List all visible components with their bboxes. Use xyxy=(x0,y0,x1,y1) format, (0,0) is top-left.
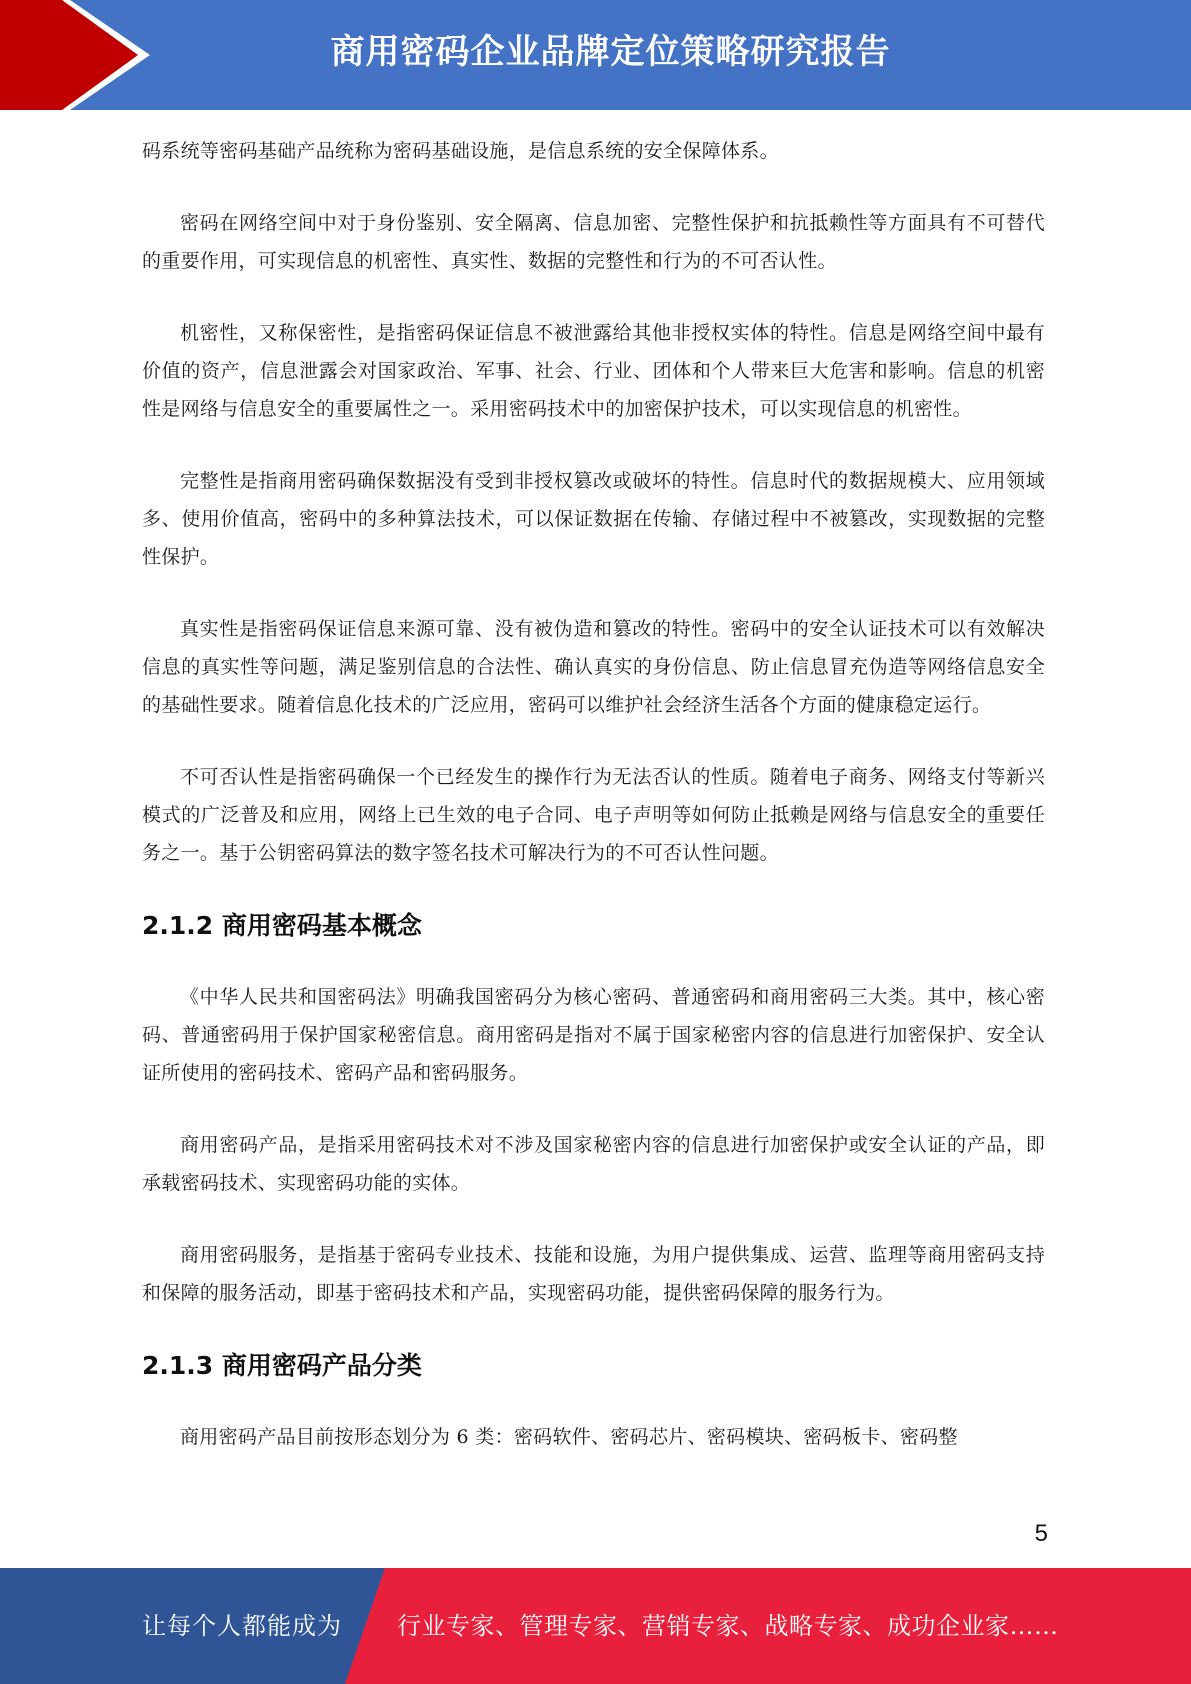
page-number: 5 xyxy=(1034,1520,1048,1547)
section-heading-2-1-3: 2.1.3 商用密码产品分类 xyxy=(142,1351,422,1380)
section-heading-2-1-2: 2.1.2 商用密码基本概念 xyxy=(142,911,422,940)
document-body xyxy=(142,132,1045,1490)
body-paragraph: 《中华人民共和国密码法》明确我国密码分为核心密码、普通密码和商用密码三大类。其中，核心密码、普通密码用于保护国家秘密信息。商用密码是指对不属于国家秘密内容的信息进行加密保护、安全认证所使用的密码技术、密码产品和密码服务。 xyxy=(142,986,1045,1084)
body-paragraph: 不可否认性是指密码确保一个已经发生的操作行为无法否认的性质。随着电子商务、网络支付等新兴模式的广泛普及和应用，网络上已生效的电子合同、电子声明等如何防止抵赖是网络与信息安全的重要任务之一。基于公钥密码算法的数字签名技术可解决行为的不可否认性问题。 xyxy=(142,766,1045,864)
body-paragraph: 完整性是指商用密码确保数据没有受到非授权篡改或破坏的特性。信息时代的数据规模大、应用领域多、使用价值高，密码中的多种算法技术，可以保证数据在传输、存储过程中不被篡改，实现数据的完整性保护。 xyxy=(142,470,1045,568)
footer-slogan-right: 行业专家、管理专家、营销专家、战略专家、成功企业家…… xyxy=(397,1612,1059,1640)
footer-slogan-left: 让每个人都能成为 xyxy=(142,1612,342,1640)
body-paragraph: 商用密码服务，是指基于密码专业技术、技能和设施，为用户提供集成、运营、监理等商用密码支持和保障的服务活动，即基于密码技术和产品，实现密码功能，提供密码保障的服务行为。 xyxy=(142,1244,1045,1304)
body-paragraph: 真实性是指密码保证信息来源可靠、没有被伪造和篡改的特性。密码中的安全认证技术可以有效解决信息的真实性等问题，满足鉴别信息的合法性、确认真实的身份信息、防止信息冒充伪造等网络信息安全的基础性要求。随着信息化技术的广泛应用，密码可以维护社会经济生活各个方面的健康稳定运行。 xyxy=(142,618,1045,716)
page-footer xyxy=(0,1568,1191,1684)
body-paragraph: 码系统等密码基础产品统称为密码基础设施，是信息系统的安全保障体系。 xyxy=(142,140,779,162)
body-paragraph: 商用密码产品，是指采用密码技术对不涉及国家秘密内容的信息进行加密保护或安全认证的产品，即承载密码技术、实现密码功能的实体。 xyxy=(142,1134,1045,1194)
report-title: 商用密码企业品牌定位策略研究报告 xyxy=(330,32,891,72)
body-paragraph: 机密性，又称保密性，是指密码保证信息不被泄露给其他非授权实体的特性。信息是网络空间中最有价值的资产，信息泄露会对国家政治、军事、社会、行业、团体和个人带来巨大危害和影响。信息的机密性是网络与信息安全的重要属性之一。采用密码技术中的加密保护技术，可以实现信息的机密性。 xyxy=(142,322,1045,420)
page-header xyxy=(0,0,1191,110)
body-paragraph: 密码在网络空间中对于身份鉴别、安全隔离、信息加密、完整性保护和抗抵赖性等方面具有不可替代的重要作用，可实现信息的机密性、真实性、数据的完整性和行为的不可否认性。 xyxy=(142,212,1045,272)
body-paragraph: 商用密码产品目前按形态划分为 6 类：密码软件、密码芯片、密码模块、密码板卡、密码整 xyxy=(180,1426,958,1448)
